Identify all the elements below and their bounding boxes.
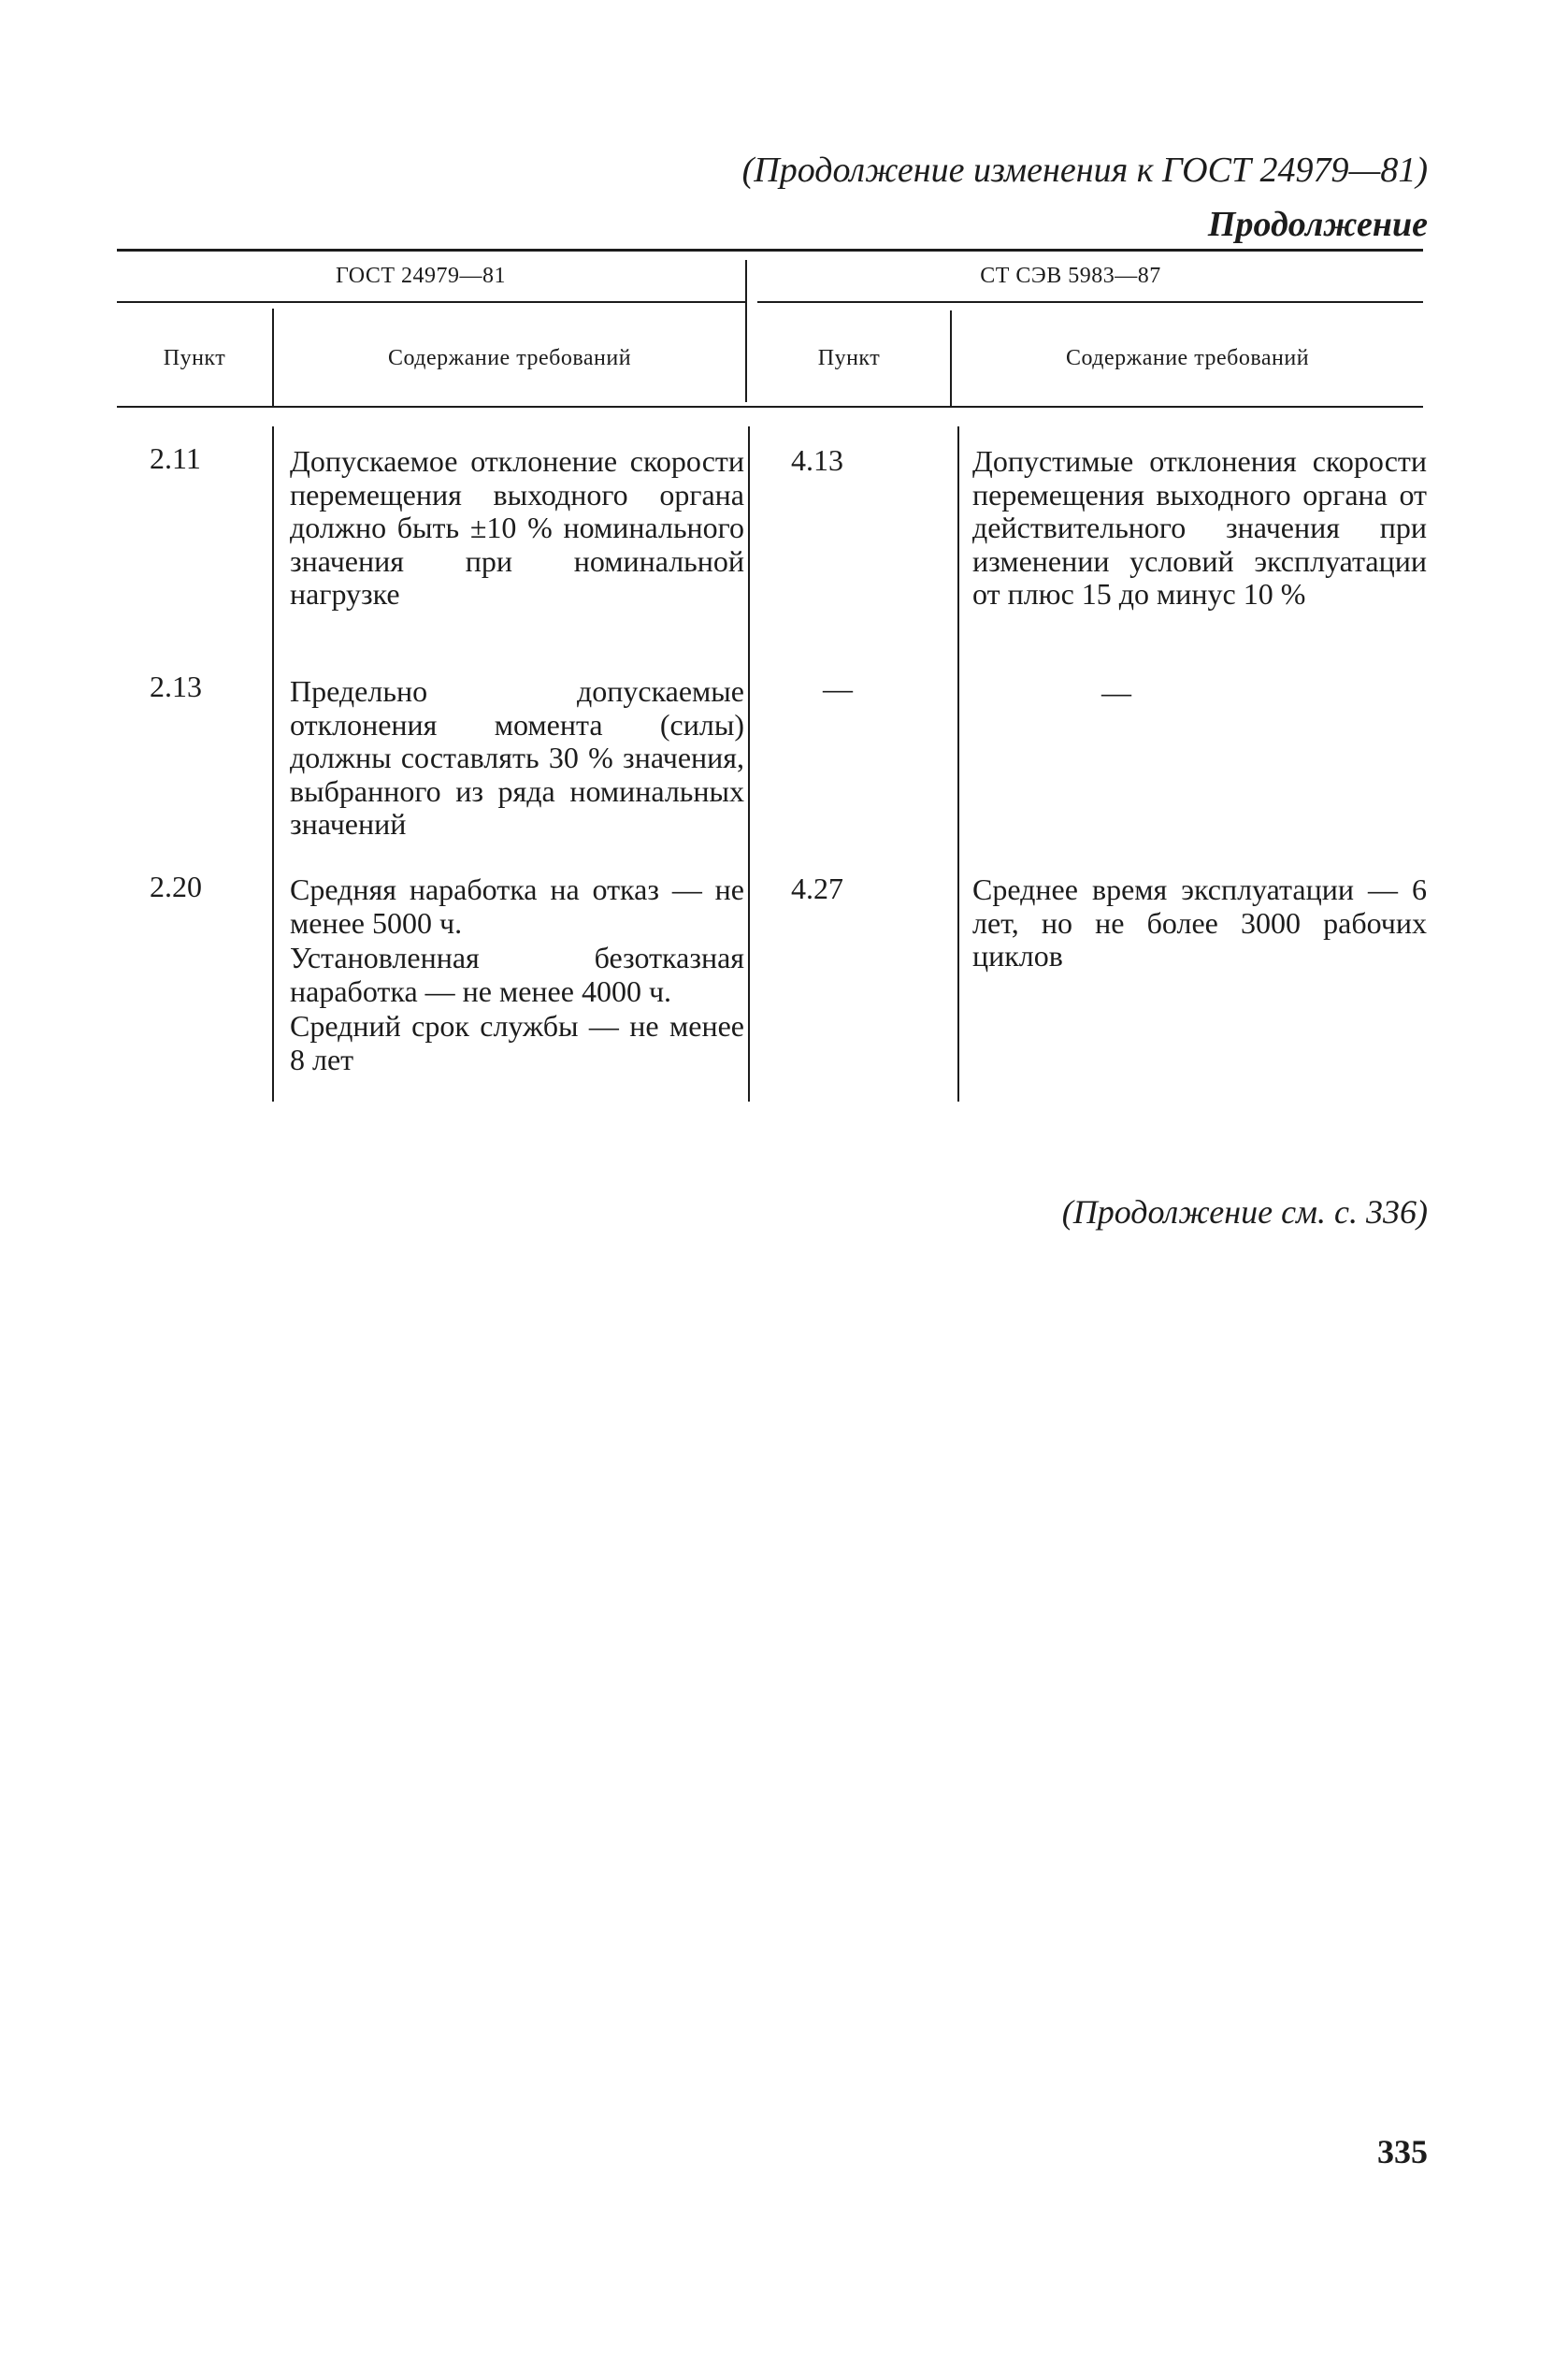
group-divider-right [757,301,1423,303]
table-row-3-right-para-1: Среднее время эксплуатации — 6 лет, но не более 3000 рабочих циклов [972,872,1427,973]
table-row-1-right-text [972,445,1427,612]
left-group-header: ГОСТ 24979—81 [335,264,507,288]
table-row-2-left-para-1: Предельно допускаемые отклонения момента (силы) должны составлять 30 % значения, выбранного из ряда номинальных значений [290,674,744,841]
table-row-3-left-para-3: Средний срок службы — не менее 8 лет [290,1009,744,1076]
page-number: 335 [1377,2133,1428,2170]
table-row-1-left-text [290,445,744,612]
table-row-2-right-text: — [1101,675,1131,709]
center-vrule-body [748,426,750,1102]
table-row-1-right-punkt: 4.13 [791,443,843,477]
header-bottom-rule [117,406,1423,408]
table-row-2-left-punkt: 2.13 [150,670,202,703]
left-punkt-vrule-body [272,426,274,1102]
table-row-1-right-para-1: Допустимые отклонения скорости перемещения выходного органа от действительного значения при изменении условий эксплуатации от плюс 15 до минус 10 % [972,444,1427,611]
table-row-2-left-text [290,675,744,842]
table-top-rule [117,249,1423,252]
right-punkt-vrule-body [957,426,959,1102]
continuation-label: Продолжение [1207,205,1428,244]
continuation-title: (Продолжение изменения к ГОСТ 24979—81) [741,151,1428,190]
col-header-left-content: Содержание требований [387,346,632,370]
table-row-1-left-punkt: 2.11 [150,441,201,475]
table-row-1-left-para-1: Допускаемое отклонение скорости перемещения выходного органа должно быть ±10 % номинального значения при номинальной нагрузке [290,444,744,611]
table-row-3-right-text [972,873,1427,973]
table-row-3-left-para-1: Средняя наработка на отказ — не менее 5000 ч. [290,872,744,940]
col-header-right-content: Содержание требований [1065,346,1310,370]
group-divider-left [117,301,745,303]
continuation-reference: (Продолжение см. с. 336) [1061,1193,1428,1231]
right-group-header: СТ СЭВ 5983—87 [980,264,1161,288]
table-row-3-left-text [290,873,744,1076]
group-separator-vrule [745,260,747,402]
col-header-right-punkt: Пункт [817,346,881,370]
table-row-2-right-punkt: — [823,671,853,705]
table-row-3-left-punkt: 2.20 [150,870,202,903]
col-header-left-punkt: Пункт [163,346,226,370]
table-row-3-left-para-2: Установленная безотказная наработка — не менее 4000 ч. [290,941,744,1008]
table-row-3-right-punkt: 4.27 [791,872,843,905]
